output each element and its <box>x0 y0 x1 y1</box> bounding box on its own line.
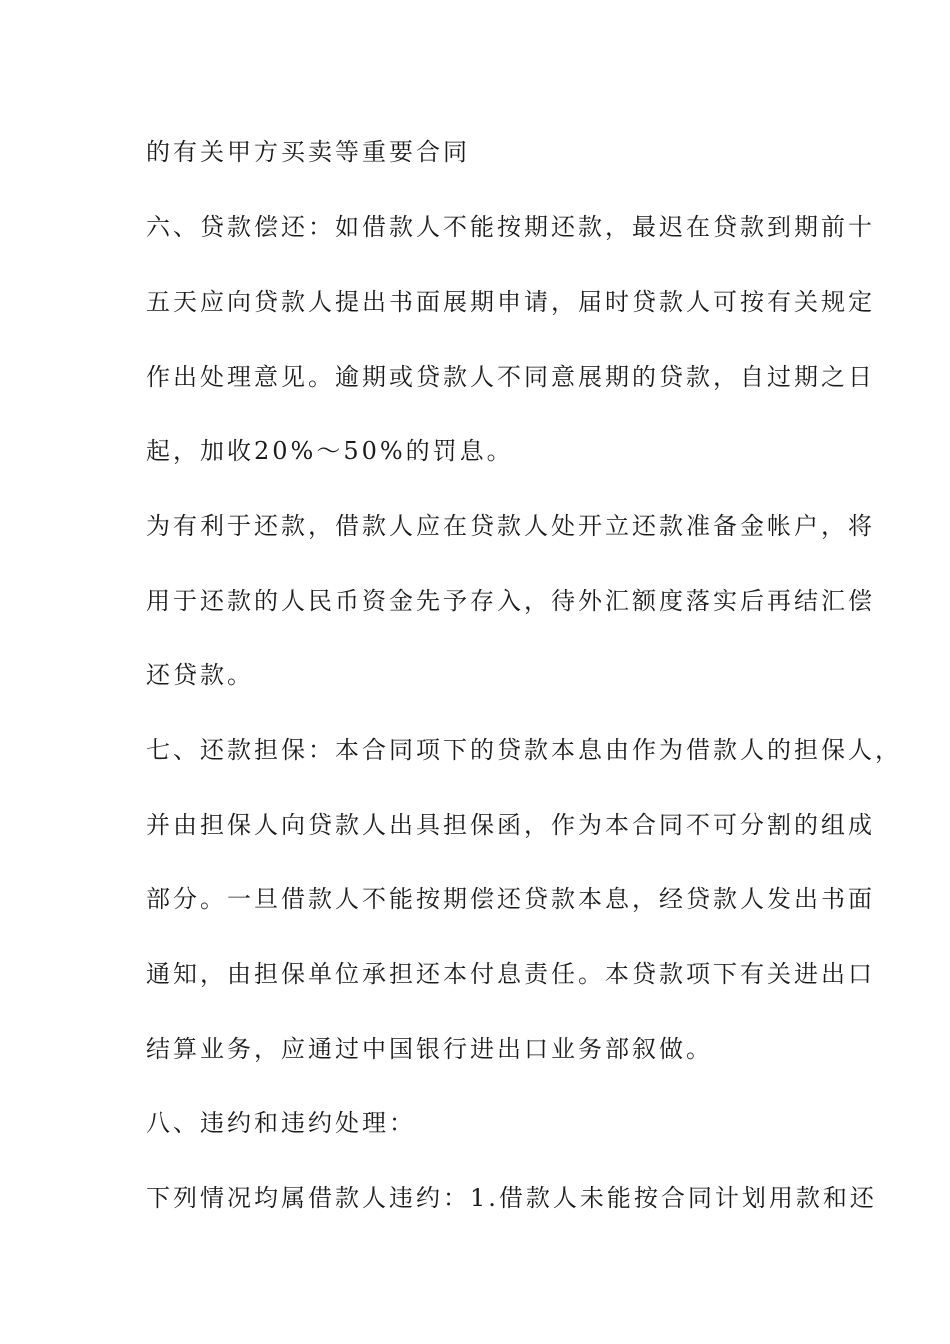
text-line: 为有利于还款，借款人应在贷款人处开立还款准备金帐户，将 <box>146 512 875 540</box>
text-line: 七、还款担保：本合同项下的贷款本息由作为借款人的担保人， <box>146 736 902 764</box>
text-line: 下列情况均属借款人违约：1.借款人未能按合同计划用款和还 <box>146 1184 877 1212</box>
text-line: 起，加收20%～50%的罚息。 <box>146 437 514 465</box>
text-line: 用于还款的人民币资金先予存入，待外汇额度落实后再结汇偿 <box>146 587 875 615</box>
text-line: 六、贷款偿还：如借款人不能按期还款，最迟在贷款到期前十 <box>146 213 875 241</box>
text-line: 八、违约和违约处理： <box>146 1109 416 1137</box>
text-line: 结算业务，应通过中国银行进出口业务部叙做。 <box>146 1035 713 1063</box>
text-line: 的有关甲方买卖等重要合同 <box>146 138 470 166</box>
text-line: 五天应向贷款人提出书面展期申请，届时贷款人可按有关规定 <box>146 288 875 316</box>
text-line: 作出处理意见。逾期或贷款人不同意展期的贷款，自过期之日 <box>146 363 875 391</box>
text-line: 通知，由担保单位承担还本付息责任。本贷款项下有关进出口 <box>146 960 875 988</box>
text-line: 并由担保人向贷款人出具担保函，作为本合同不可分割的组成 <box>146 811 875 839</box>
text-line: 还贷款。 <box>146 661 254 689</box>
text-line: 部分。一旦借款人不能按期偿还贷款本息，经贷款人发出书面 <box>146 885 875 913</box>
